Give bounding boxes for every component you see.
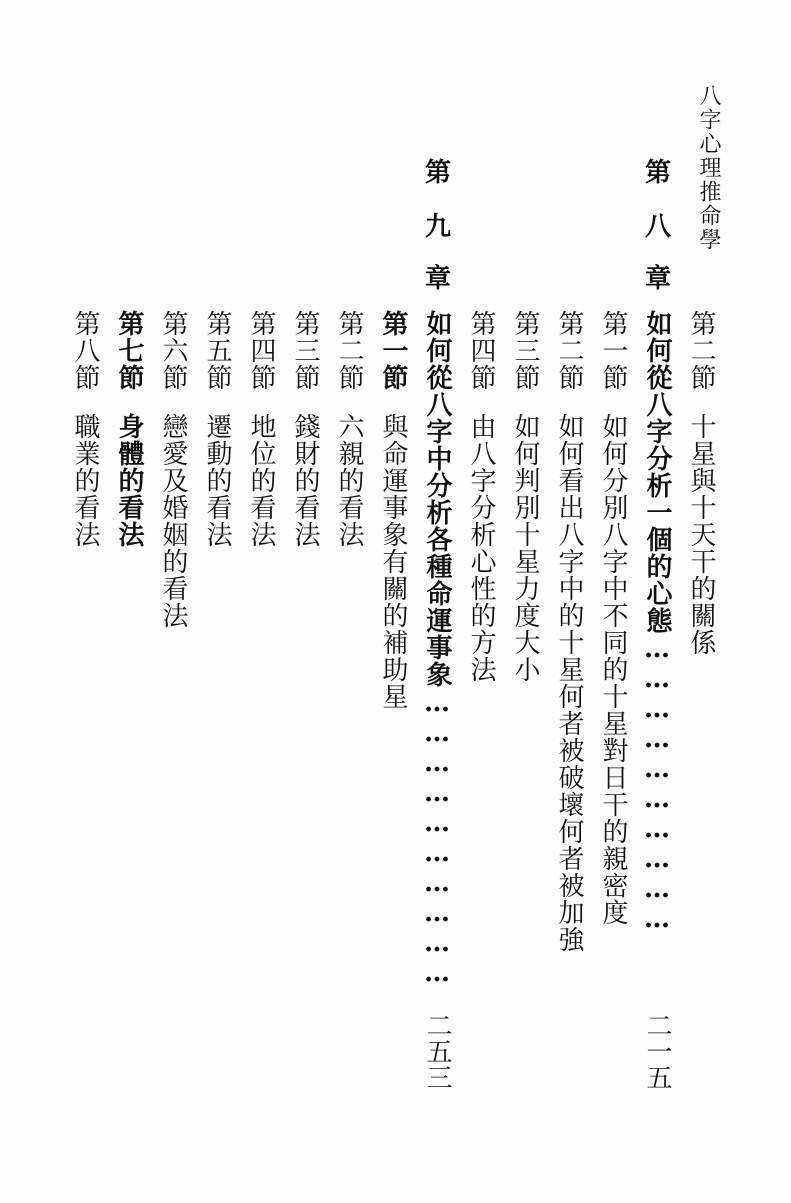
chapter-title: 如何從八字中分析各種命運事象 <box>422 310 452 688</box>
section-label: 第三節 <box>290 310 320 391</box>
chapter-label-char: 第 <box>424 158 451 188</box>
chapter-label-char: 章 <box>424 264 451 294</box>
chapter-title: 如何從八字分析一個的心態 <box>642 310 672 634</box>
section-label: 第七節 <box>114 310 144 391</box>
section-title: 戀愛及婚姻的看法 <box>158 413 188 629</box>
section-title: 地位的看法 <box>246 413 276 548</box>
section-title: 如何看出八字中的十星何者被破壞何者被加強 <box>554 413 584 953</box>
toc-section-entry <box>116 310 142 548</box>
toc-section-entry <box>512 310 538 683</box>
section-title: 六親的看法 <box>334 413 364 548</box>
page-number: 二五三 <box>422 1012 452 1090</box>
section-label: 第六節 <box>158 310 188 391</box>
toc-section-entry <box>556 310 582 953</box>
section-label: 第一節 <box>378 310 408 391</box>
section-title: 由八字分析心性的方法 <box>466 413 496 683</box>
section-label: 第四節 <box>466 310 496 391</box>
section-label: 第四節 <box>246 310 276 391</box>
section-title: 如何判別十星力度大小 <box>510 413 540 683</box>
running-header: 八字心理推命學 <box>696 84 721 252</box>
chapter-label-char: 章 <box>644 264 671 294</box>
toc-section-entry <box>688 310 714 656</box>
toc-section-entry <box>600 310 626 926</box>
chapter-label-char: 八 <box>644 212 671 242</box>
section-title: 身體的看法 <box>114 413 144 548</box>
section-label: 第三節 <box>510 310 540 391</box>
chapter-title-entry <box>424 310 450 988</box>
dot-leader: ………………………… <box>422 688 452 988</box>
section-title: 錢財的看法 <box>290 413 320 548</box>
toc-section-entry <box>204 310 230 548</box>
section-label: 第一節 <box>598 310 628 391</box>
chapter-title-entry <box>644 310 670 934</box>
toc-section-entry <box>248 310 274 548</box>
section-label: 第二節 <box>686 310 716 391</box>
section-title: 十星與十天干的關係 <box>686 413 716 656</box>
toc-section-entry <box>468 310 494 683</box>
section-title: 職業的看法 <box>70 413 100 548</box>
page-number: 二一五 <box>642 1012 672 1090</box>
section-label: 第二節 <box>554 310 584 391</box>
toc-section-entry <box>160 310 186 629</box>
section-title: 遷動的看法 <box>202 413 232 548</box>
chapter-label-char: 第 <box>644 158 671 188</box>
chapter-label-char: 九 <box>424 212 451 242</box>
section-label: 第五節 <box>202 310 232 391</box>
section-label: 第二節 <box>334 310 364 391</box>
toc-section-entry <box>72 310 98 548</box>
dot-leader: ………………………… <box>642 634 672 934</box>
toc-section-entry <box>292 310 318 548</box>
toc-section-entry <box>336 310 362 548</box>
section-title: 與命運事象有關的補助星 <box>378 413 408 710</box>
section-title: 如何分別八字中不同的十星對日干的親密度 <box>598 413 628 926</box>
section-label: 第八節 <box>70 310 100 391</box>
toc-section-entry <box>380 310 406 710</box>
